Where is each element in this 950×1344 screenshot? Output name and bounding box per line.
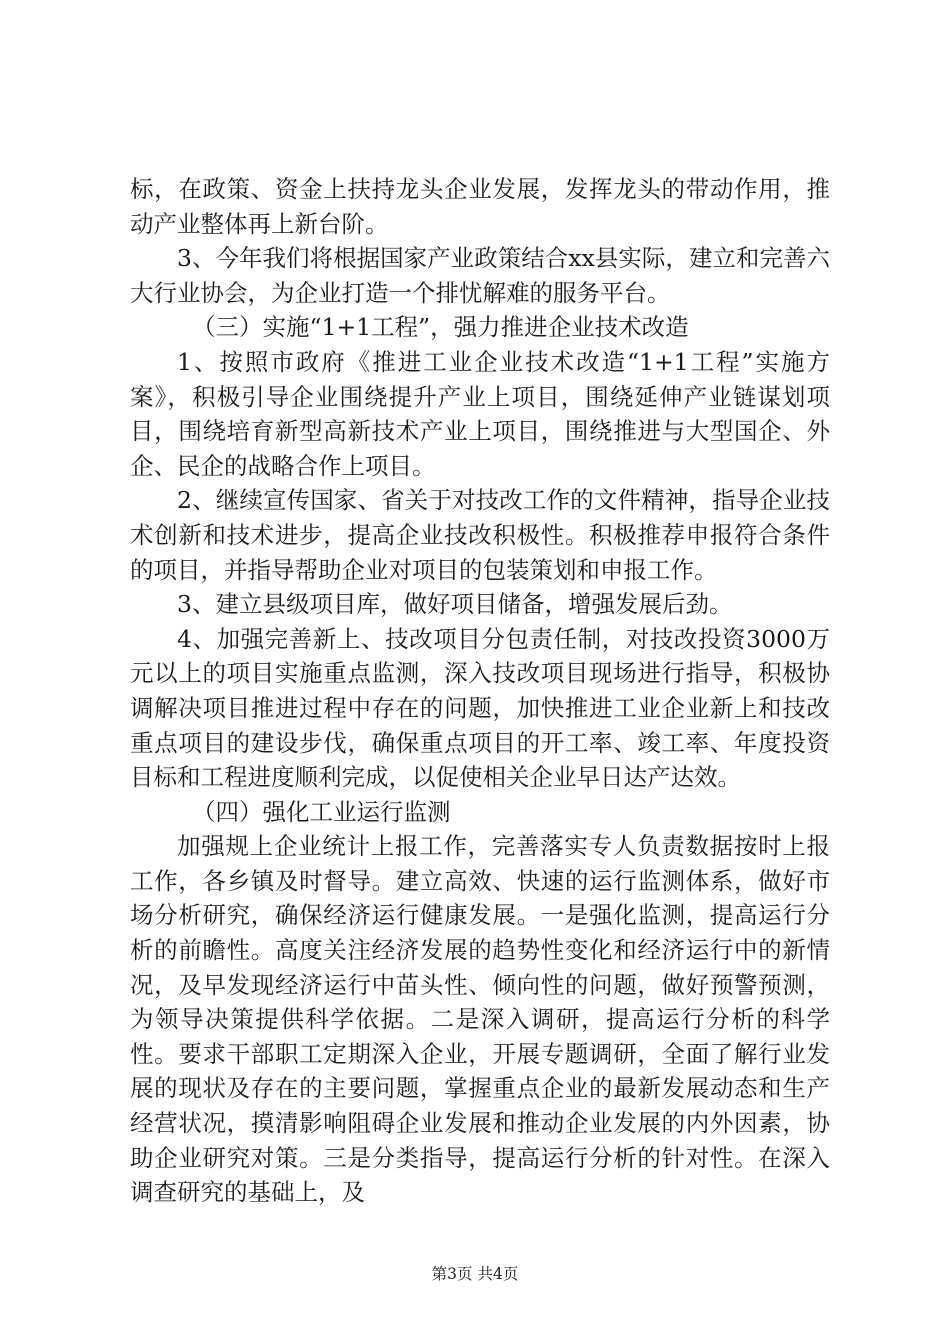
document-body — [130, 172, 830, 1210]
paragraph-industry-associations: 3、今年我们将根据国家产业政策结合xx县实际，建立和完善六大行业协会，为企业打造一个排忧解难的服务平台。 — [130, 244, 830, 307]
paragraph-responsibility-system: 4、加强完善新上、技改项目分包责任制，对技改投资3000万元以上的项目实施重点监测，深入技改项目现场进行指导，积极协调解决项目推进过程中存在的问题，加快推进工业企业新上和技改重点项目的建设步伐，确保重点项目的开工率、竣工率、年度投资目标和工程进度顺利完成，以促使相关企业早日达产达效。 — [130, 624, 830, 792]
paragraph-monitoring-details: 加强规上企业统计上报工作，完善落实专人负责数据按时上报工作，各乡镇及时督导。建立高效、快速的运行监测体系，做好市场分析研究，确保经济运行健康发展。一是强化监测，提高运行分析的前瞻性。高度关注经济发展的趋势性变化和经济运行中的新情况，及早发现经济运行中苗头性、倾向性的问题，做好预警预测，为领导决策提供科学依据。二是深入调研，提高运行分析的科学性。要求干部职工定期深入企业，开展专题调研，全面了解行业发展的现状及存在的主要问题，掌握重点企业的最新发展动态和生产经营状况，摸清影响阻碍企业发展和推动企业发展的内外因素，协助企业研究对策。三是分类指导，提高运行分析的针对性。在深入调查研究的基础上，及 — [130, 832, 830, 1207]
section-heading-operation-monitoring: （四）强化工业运行监测 — [192, 797, 451, 826]
section-heading-tech-upgrade: （三）实施“1+1工程”，强力推进企业技术改造 — [192, 313, 689, 342]
paragraph-tech-upgrade-plan: 1、按照市政府《推进工业企业技术改造“1+1工程”实施方案》，积极引导企业围绕提升产业上项目，围绕延伸产业链谋划项目，围绕培育新型高新技术产业上项目，围绕推进与大型国企、外企、民企的战略合作上项目。 — [130, 347, 830, 480]
paragraph-policy-publicity: 2、继续宣传国家、省关于对技改工作的文件精神，指导企业技术创新和技术进步，提高企业技改积极性。积极推荐申报符合条件的项目，并指导帮助企业对项目的包装策划和申报工作。 — [130, 486, 830, 584]
paragraph-project-library: 3、建立县级项目库，做好项目储备，增强发展后劲。 — [177, 590, 733, 619]
page-number-footer: 第3页 共4页 — [431, 1265, 519, 1283]
paragraph-continuation: 标，在政策、资金上扶持龙头企业发展，发挥龙头的带动作用，推动产业整体再上新台阶。 — [130, 175, 830, 238]
